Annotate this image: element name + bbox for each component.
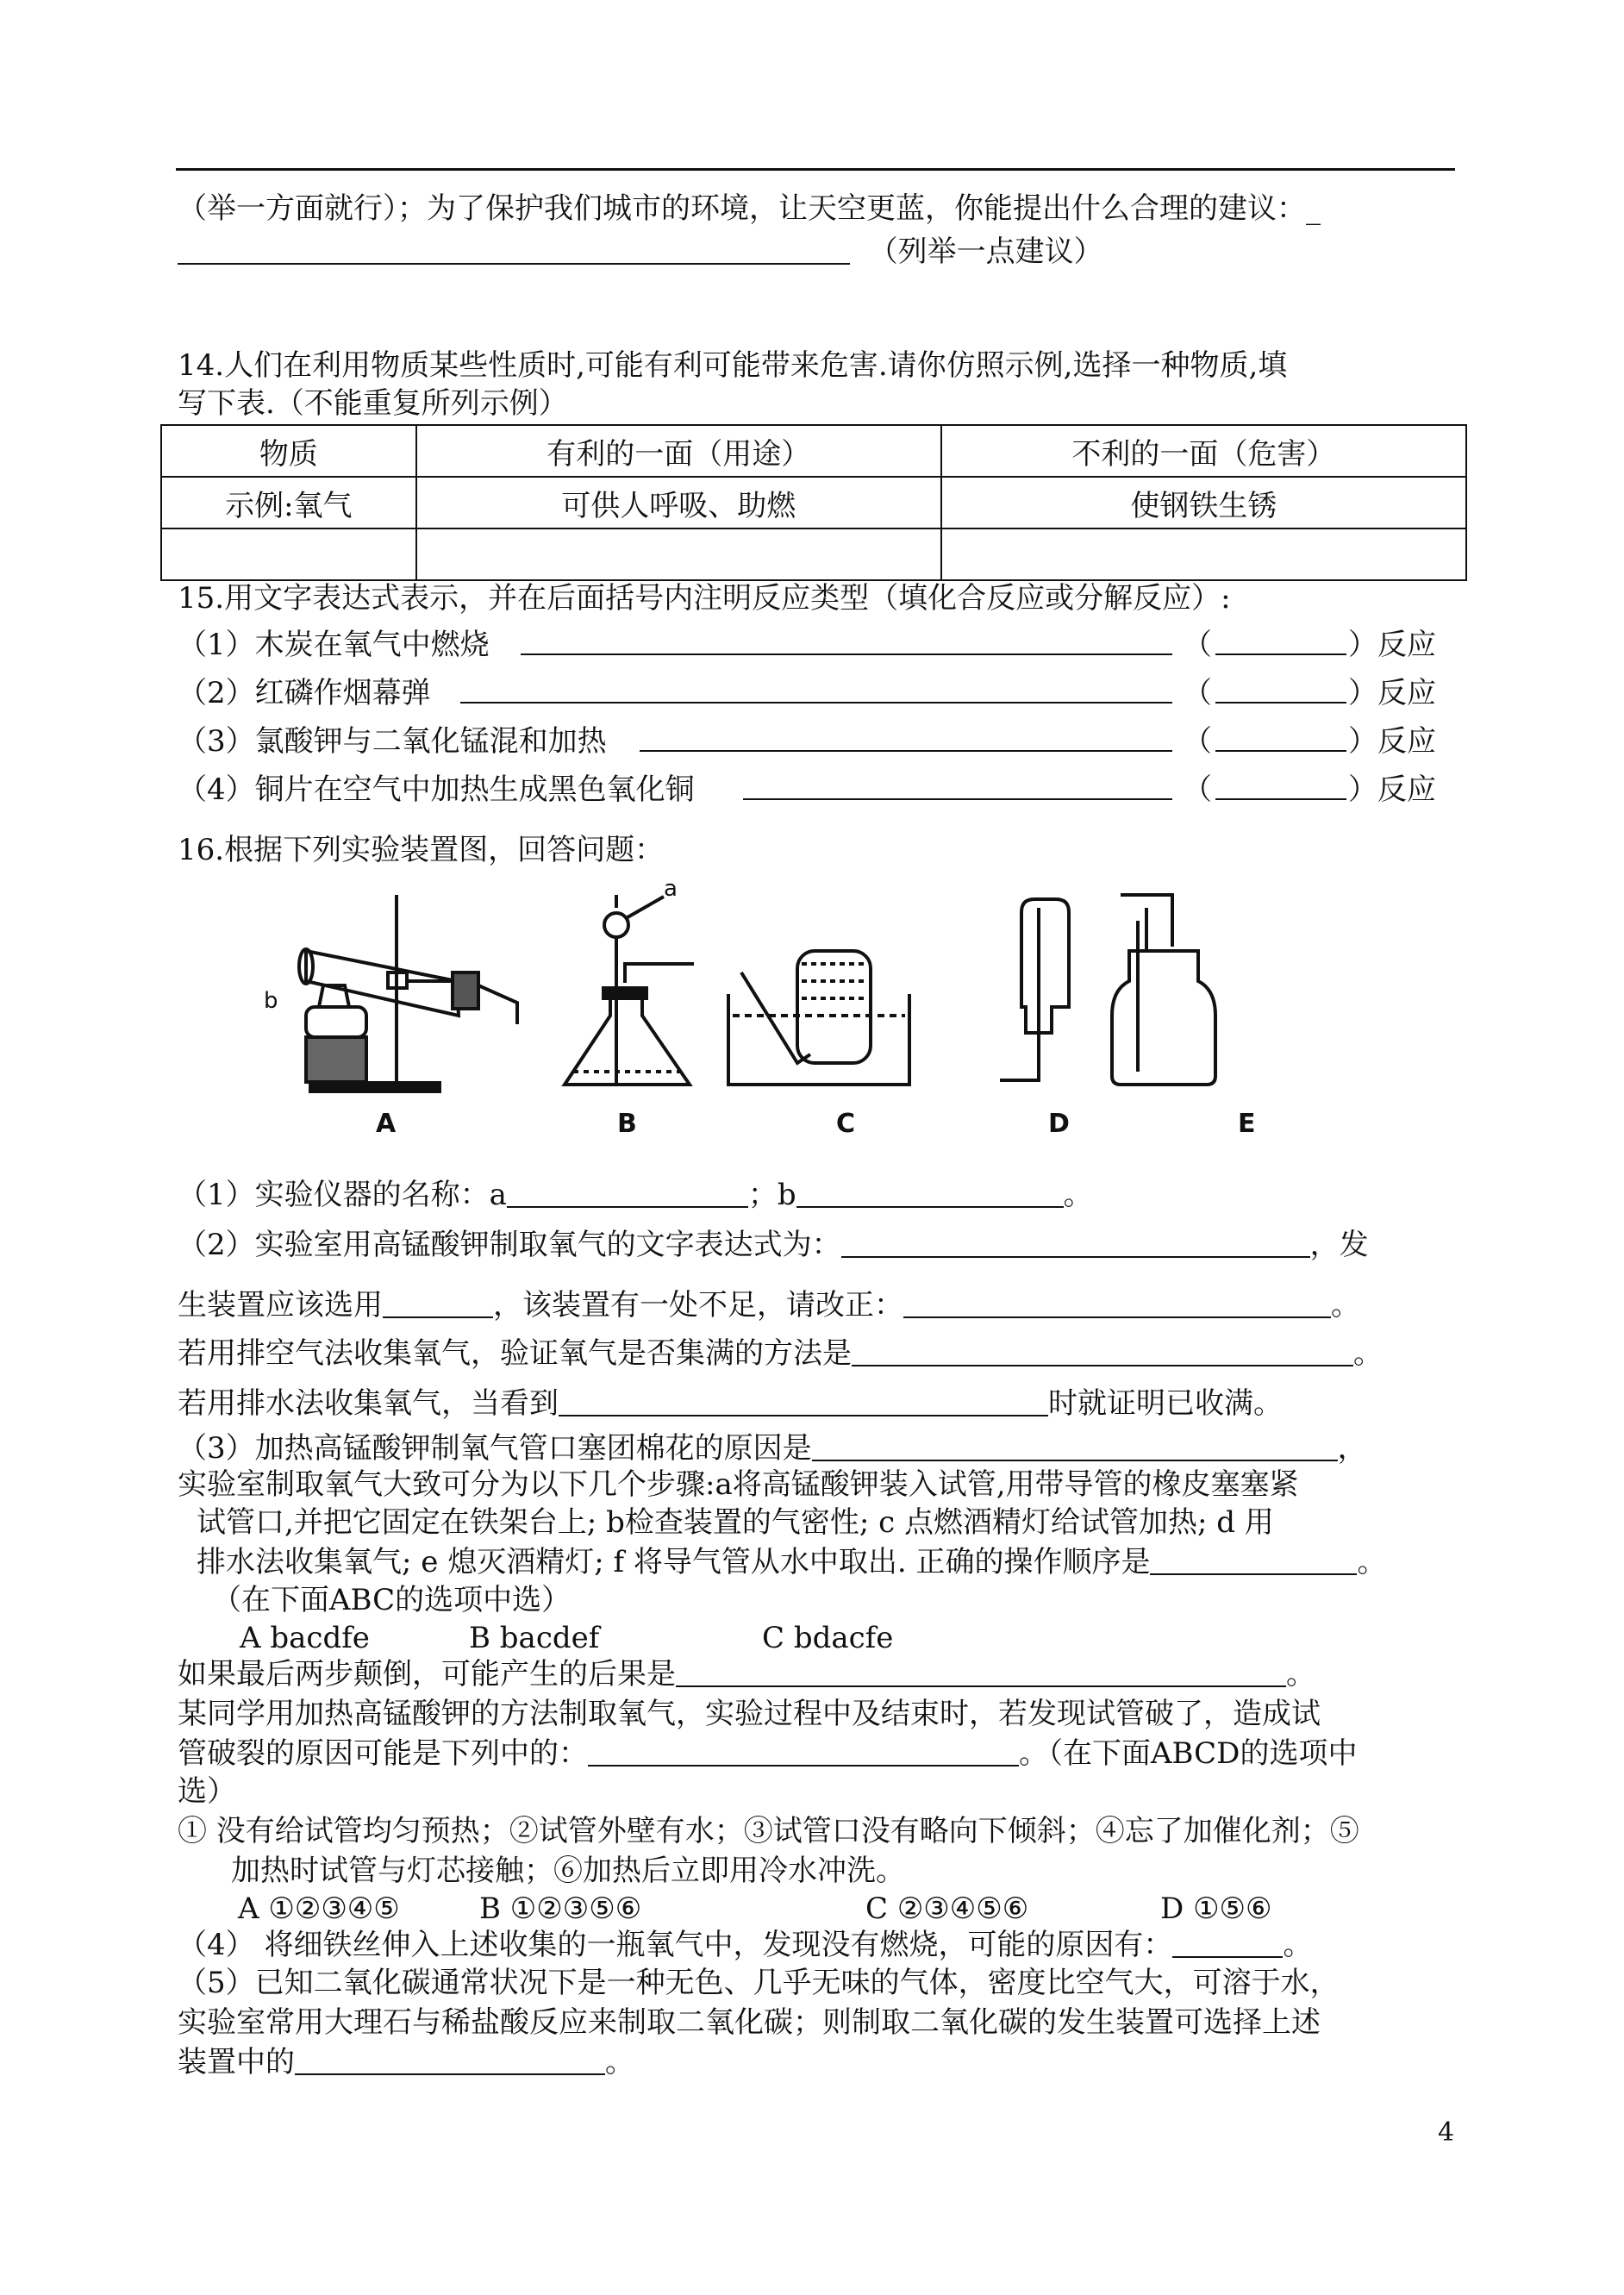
- answer-blank[interactable]: [559, 1389, 1048, 1416]
- figure-label-c: C: [836, 1109, 856, 1139]
- q16-p1: （1）实验仪器的名称：a ；b 。: [178, 1178, 1093, 1212]
- answer-blank[interactable]: [1150, 1548, 1357, 1575]
- table-cell-input[interactable]: [941, 528, 1466, 580]
- answer-blank[interactable]: [178, 237, 850, 265]
- q15-intro: 15.用文字表达式表示，并在后面括号内注明反应类型（填化合反应或分解反应）:: [178, 581, 1231, 616]
- q16-p2b: 生装置应该选用 ，该装置有一处不足，请改正： 。: [178, 1288, 1360, 1323]
- answer-blank[interactable]: [640, 724, 1172, 752]
- apparatus-c: [728, 951, 909, 1085]
- figure-label-d: D: [1048, 1109, 1070, 1139]
- table-cell: 示例:氧气: [161, 477, 416, 528]
- choice-b[interactable]: B ①②③⑤⑥: [479, 1892, 642, 1926]
- figure-label-e: E: [1238, 1109, 1256, 1139]
- choice-c[interactable]: C ②③④⑤⑥: [865, 1892, 1029, 1926]
- answer-blank[interactable]: [1215, 628, 1346, 655]
- option-c[interactable]: C bdacfe: [762, 1621, 894, 1655]
- header-rule: [176, 168, 1455, 171]
- q16-p2d: 若用排水法收集氧气，当看到 时就证明已收满。: [178, 1386, 1283, 1421]
- q14-line2: 写下表.（不能重复所列示例）: [178, 386, 568, 421]
- page-number: 4: [1438, 2117, 1455, 2148]
- option-a[interactable]: A bacdfe: [240, 1621, 370, 1655]
- table-row-empty[interactable]: [161, 528, 1466, 580]
- option-b[interactable]: B bacdef: [469, 1621, 600, 1655]
- q16-p5b: 实验室常用大理石与稀盐酸反应来制取二氧化碳；则制取二氧化碳的发生装置可选择上述: [178, 2005, 1321, 2040]
- table-header-row: [161, 425, 1466, 477]
- q16-p3g: 某同学用加热高锰酸钾的方法制取氧气，实验过程中及结束时，若发现试管破了，造成试: [178, 1697, 1321, 1731]
- q13-line1: （举一方面就行）；为了保护我们城市的环境，让天空更蓝，你能提出什么合理的建议：_: [178, 191, 1321, 226]
- q16-p3i: 选）: [178, 1774, 236, 1809]
- q13-line2: （列举一点建议）: [178, 235, 1103, 269]
- q16-intro: 16.根据下列实验装置图，回答问题：: [178, 833, 665, 867]
- q16-p2c: 若用排空气法收集氧气，验证氧气是否集满的方法是 。: [178, 1336, 1383, 1371]
- q16-p3d: 排水法收集氧气; e 熄灭酒精灯; f 将导气管从水中取出. 正确的操作顺序是 。: [197, 1545, 1387, 1579]
- figure-label-b: B: [617, 1109, 637, 1139]
- answer-blank[interactable]: [743, 772, 1172, 800]
- answer-blank[interactable]: [521, 628, 1172, 655]
- answer-blank[interactable]: [852, 1339, 1353, 1366]
- marker-b: b: [264, 988, 278, 1014]
- answer-blank[interactable]: [676, 1660, 1286, 1687]
- q16-p5c: 装置中的 。: [178, 2045, 634, 2079]
- q16-p3b: 实验室制取氧气大致可分为以下几个步骤:a将高锰酸钾装入试管,用带导管的橡皮塞塞紧: [178, 1467, 1299, 1502]
- answer-blank[interactable]: [507, 1180, 748, 1208]
- figure-label-a: A: [376, 1109, 397, 1139]
- answer-blank[interactable]: [812, 1434, 1338, 1461]
- choice-a[interactable]: A ①②③④⑤: [238, 1892, 400, 1926]
- answer-blank[interactable]: [796, 1180, 1064, 1208]
- answer-blank[interactable]: [460, 676, 1172, 704]
- answer-blank[interactable]: [1215, 676, 1346, 704]
- answer-blank[interactable]: [588, 1739, 1019, 1767]
- apparatus-b: [565, 895, 694, 1085]
- table-cell-input[interactable]: [416, 528, 941, 580]
- table-cell: 可供人呼吸、助燃: [416, 477, 941, 528]
- apparatus-figure: [259, 886, 1345, 1110]
- answer-blank[interactable]: [1215, 724, 1346, 752]
- q16-p3f: 如果最后两步颠倒，可能产生的后果是 。: [178, 1657, 1315, 1692]
- answer-blank[interactable]: [903, 1291, 1331, 1318]
- q16-p3c: 试管口,并把它固定在铁架台上; b检查装置的气密性; c 点燃酒精灯给试管加热; d 用: [197, 1505, 1274, 1540]
- answer-blank[interactable]: [1172, 1930, 1283, 1958]
- q14-line1: 14.人们在利用物质某些性质时,可能有利可能带来危害.请你仿照示例,选择一种物质,填: [178, 348, 1288, 383]
- answer-blank[interactable]: [383, 1291, 493, 1318]
- table-header-cell: 有利的一面（用途）: [416, 425, 941, 477]
- table-header-cell: 不利的一面（危害）: [941, 425, 1466, 477]
- answer-blank[interactable]: [295, 2048, 605, 2075]
- apparatus-a: [299, 895, 517, 1091]
- q16-p3e: （在下面ABC的选项中选）: [212, 1583, 572, 1617]
- apparatus-d: [1000, 899, 1069, 1080]
- q16-p3h: 管破裂的原因可能是下列中的： 。（在下面ABCD的选项中: [178, 1736, 1358, 1771]
- q14-table: [160, 424, 1467, 581]
- answer-blank[interactable]: [841, 1230, 1310, 1258]
- q16-p5a: （5）已知二氧化碳通常状况下是一种无色、几乎无味的气体，密度比空气大，可溶于水，: [178, 1966, 1340, 2000]
- q16-p3k: 加热时试管与灯芯接触；⑥加热后立即用冷水冲洗。: [231, 1854, 905, 1888]
- table-row: [161, 477, 1466, 528]
- table-cell: 使钢铁生锈: [941, 477, 1466, 528]
- table-header-cell: 物质: [161, 425, 416, 477]
- q16-p4: （4） 将细铁丝伸入上述收集的一瓶氧气中，发现没有燃烧，可能的原因有： 。: [178, 1928, 1313, 1962]
- q16-p3a: （3）加热高锰酸钾制氧气管口塞团棉花的原因是 ，: [178, 1431, 1367, 1466]
- q16-p2a: （2）实验室用高锰酸钾制取氧气的文字表达式为： ，发: [178, 1228, 1369, 1262]
- marker-a: a: [664, 876, 678, 902]
- q16-p3j: ① 没有给试管均匀预热；②试管外壁有水；③试管口没有略向下倾斜；④忘了加催化剂；⑤: [178, 1814, 1359, 1848]
- apparatus-e: [1112, 895, 1215, 1085]
- choice-d[interactable]: D ①⑤⑥: [1160, 1892, 1272, 1926]
- table-cell-input[interactable]: [161, 528, 416, 580]
- answer-blank[interactable]: [1215, 772, 1346, 800]
